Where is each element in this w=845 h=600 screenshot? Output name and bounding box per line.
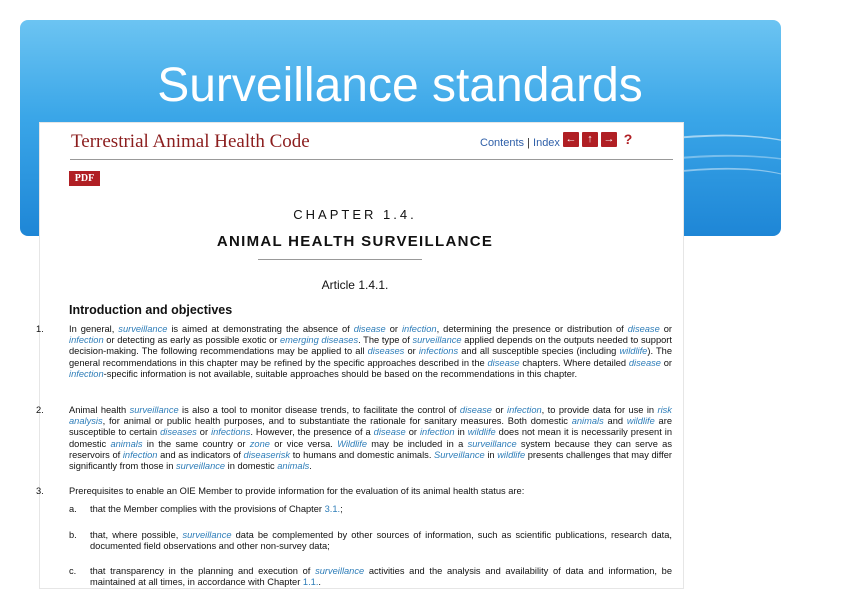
glossary-term-link[interactable]: infection (401, 324, 437, 334)
text-segment: activities and the analysis and availability of data and information, be maintained at all times, in accordance with Chapter (90, 566, 672, 588)
glossary-term-link[interactable]: surveillance (118, 324, 168, 334)
nav-buttons (563, 132, 636, 147)
text-segment: is aimed at demonstrating the absence of (167, 324, 354, 334)
glossary-term-link[interactable]: diseases (367, 346, 405, 357)
glossary-term-link[interactable]: risk analysis (69, 405, 672, 427)
text-segment: that the Member complies with the provisions of Chapter (90, 504, 325, 514)
glossary-term-link[interactable]: Wildlife (337, 438, 368, 449)
subitem-letter: b. (69, 530, 77, 540)
subitem-text (90, 530, 672, 551)
text-segment: Animal health (69, 405, 130, 415)
text-segment: or (385, 324, 402, 334)
slide-title: Surveillance standards (157, 59, 643, 112)
text-segment: that transparency in the planning and execution of (90, 566, 316, 576)
glossary-term-link[interactable]: surveillance (467, 438, 517, 449)
glossary-term-link[interactable]: diseaserisk (243, 449, 291, 460)
text-segment: in (454, 427, 468, 438)
text-segment: that, where possible, (90, 530, 183, 540)
help-icon[interactable]: ? (623, 131, 633, 147)
text-segment: or (405, 427, 420, 438)
chapter-ref-link[interactable]: 3.1. (324, 504, 341, 514)
prev-arrow-icon[interactable]: ← (563, 132, 579, 147)
section-heading: Introduction and objectives (69, 303, 233, 317)
glossary-term-link[interactable]: animals (110, 438, 143, 449)
chapter-ref-link[interactable]: 1.1. (302, 577, 319, 588)
glossary-term-link[interactable]: surveillance (175, 461, 226, 472)
text-segment: . (309, 461, 312, 472)
glossary-term-link[interactable]: infection (122, 449, 158, 460)
glossary-term-link[interactable]: surveillance (182, 530, 232, 540)
glossary-term-link[interactable]: disease (373, 427, 406, 438)
item-number: 1. (36, 324, 44, 334)
glossary-term-link[interactable]: wildlife (467, 427, 496, 438)
text-segment: or detecting as early as possible exotic or (103, 335, 280, 346)
text-segment: system because they can serve as reservoirs of (69, 438, 672, 460)
text-segment: data be complemented by other sources of information, such as scientific publications, research data, documented field observations and other non-survey data; (90, 530, 672, 552)
list-item (36, 324, 673, 380)
glossary-term-link[interactable]: animals (571, 416, 604, 427)
glossary-term-link[interactable]: diseases (160, 427, 197, 438)
subitem-letter: c. (69, 566, 77, 576)
glossary-term-link[interactable]: infections (418, 346, 459, 357)
glossary-term-link[interactable]: animals (277, 461, 310, 472)
glossary-term-link[interactable]: wildlife (497, 449, 526, 460)
glossary-term-link[interactable]: infection (507, 405, 542, 415)
nav-links (480, 137, 560, 149)
text-segment: in domestic (225, 461, 278, 472)
text-segment: or (660, 357, 672, 368)
text-segment: -specific information is not available, suitable approaches should be based on the recommendations in this chapter. (103, 368, 578, 379)
glossary-term-link[interactable]: surveillance (129, 405, 179, 415)
text-segment: are susceptible to certain (69, 416, 672, 438)
glossary-term-link[interactable]: disease (353, 324, 386, 334)
text-segment: or vice versa. (269, 438, 338, 449)
glossary-term-link[interactable]: zone (249, 438, 270, 449)
chapter-title: ANIMAL HEALTH SURVEILLANCE (216, 233, 494, 250)
glossary-term-link[interactable]: wildlife (626, 416, 655, 427)
item-text (69, 486, 524, 496)
text-segment: to humans and domestic animals. (290, 449, 435, 460)
subitem-letter: a. (69, 504, 77, 514)
glossary-term-link[interactable]: emerging diseases (279, 335, 359, 346)
glossary-term-link[interactable]: surveillance (412, 335, 462, 346)
list-item (36, 405, 673, 472)
text-segment: ). The general recommendations in this chapter may be refined by the specific approaches described in the (69, 346, 673, 368)
text-segment: in (484, 449, 498, 460)
title-divider (258, 259, 422, 260)
item-number: 3. (36, 486, 44, 496)
contents-link[interactable]: Contents (480, 137, 525, 149)
glossary-term-link[interactable]: infections (211, 427, 251, 438)
glossary-term-link[interactable]: disease (627, 324, 660, 334)
glossary-term-link[interactable]: wildlife (619, 346, 648, 357)
text-segment: does not mean it is necessarily present in domestic (69, 427, 673, 449)
text-segment: or (491, 405, 508, 415)
text-segment: , to provide data for use in (541, 405, 658, 415)
sub-list-item (69, 566, 672, 588)
glossary-term-link[interactable]: disease (628, 357, 661, 368)
next-arrow-icon[interactable]: → (601, 132, 617, 147)
text-segment: and all susceptible species (including (458, 346, 620, 357)
text-segment: , for animal or public health purposes, and to substantiate the rationale for sanitary measures. Both domestic (102, 416, 572, 427)
text-segment: in the same country or (142, 438, 250, 449)
text-segment: presents challenges that may differ significantly from those in (69, 449, 672, 472)
text-segment: In general, (69, 324, 119, 334)
list-item (36, 486, 672, 497)
text-segment: and as indicators of (157, 449, 244, 460)
item-text (69, 324, 672, 379)
sub-list-item (69, 530, 672, 552)
subitem-text (90, 504, 343, 514)
pdf-button[interactable]: PDF (69, 171, 100, 186)
text-segment: ; (340, 504, 343, 514)
glossary-term-link[interactable]: infection (69, 368, 104, 379)
code-header-title: Terrestrial Animal Health Code (71, 131, 310, 152)
text-segment: or (659, 324, 672, 334)
up-arrow-icon[interactable]: ↑ (582, 132, 598, 147)
text-segment: , determining the presence or distribution of (436, 324, 628, 334)
nav-separator: | (527, 137, 530, 149)
sub-list-item (69, 504, 672, 515)
glossary-term-link[interactable]: disease (459, 405, 492, 415)
text-segment: applied depends on the outputs needed to support decision-making. The following recommendations may be applied to all (69, 335, 672, 357)
item-text (69, 405, 672, 471)
chapter-number: CHAPTER 1.4. (293, 207, 417, 222)
glossary-term-link[interactable]: Surveillance (434, 449, 485, 460)
index-link[interactable]: Index (533, 137, 560, 149)
article-number: Article 1.4.1. (321, 278, 389, 292)
glossary-term-link[interactable]: disease (487, 357, 520, 368)
glossary-term-link[interactable]: surveillance (315, 566, 365, 576)
text-segment: . However, the presence of a (250, 427, 374, 438)
code-page-screenshot (36, 123, 683, 588)
glossary-term-link[interactable]: infection (69, 335, 104, 346)
text-segment: Prerequisites to enable an OIE Member to provide information for the evaluation of its animal health status are: (69, 486, 525, 496)
text-segment: . The type of (358, 335, 413, 346)
text-segment: may be included in a (367, 438, 468, 449)
glossary-term-link[interactable]: infection (419, 427, 455, 438)
text-segment: or (404, 346, 419, 357)
text-segment: and (603, 416, 627, 427)
text-segment: or (196, 427, 212, 438)
text-segment: is also a tool to monitor disease trends, to facilitate the control of (178, 405, 460, 415)
text-segment: chapters. Where detailed (519, 357, 629, 368)
text-segment: . (318, 577, 322, 588)
header-divider (70, 159, 673, 160)
item-number: 2. (36, 405, 44, 415)
subitem-text (90, 566, 672, 587)
